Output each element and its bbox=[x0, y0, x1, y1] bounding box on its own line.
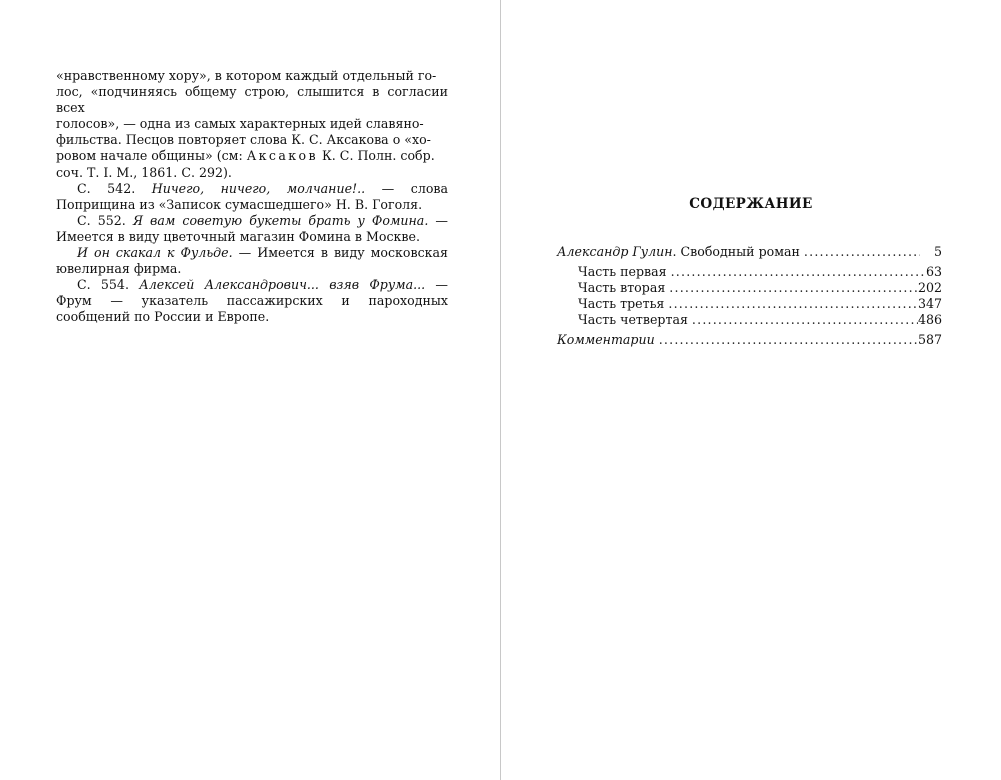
quote: Алексей Александрович... взяв Фрума... bbox=[139, 277, 426, 293]
explanation: — Фрум — указатель пассажирских и пароходных сообщений по России и Европе. bbox=[56, 277, 448, 325]
toc-label: Часть четвертая bbox=[578, 312, 688, 327]
text-line: лос, «подчиняясь общему строю, слышится в согласии всех bbox=[56, 84, 448, 116]
toc-label bbox=[557, 244, 800, 260]
toc-page-number: 5 bbox=[933, 244, 942, 259]
toc-title: СОДЕРЖАНИЕ bbox=[689, 196, 813, 212]
toc-entry-part-4[interactable] bbox=[557, 312, 942, 328]
table-of-contents bbox=[557, 244, 942, 348]
toc-page-number: 587 bbox=[917, 332, 942, 347]
text-line: соч. Т. I. М., 1861. С. 292). bbox=[56, 164, 232, 180]
commentary-text bbox=[56, 68, 448, 326]
commentary-paragraph-1 bbox=[56, 68, 448, 181]
page-ref: С. 542. bbox=[77, 180, 152, 196]
page-ref: С. 554. bbox=[77, 277, 140, 293]
dot-leader bbox=[688, 312, 918, 328]
toc-entry-part-3[interactable] bbox=[557, 296, 942, 312]
toc-label: Часть третья bbox=[578, 296, 665, 311]
toc-label: Комментарии bbox=[557, 332, 655, 347]
toc-label: Часть первая bbox=[578, 264, 667, 279]
toc-page-number: 63 bbox=[925, 264, 942, 279]
commentary-note-552 bbox=[56, 213, 448, 245]
text-line: фильства. Песцов повторяет слова К. С. Аксакова о «хо- bbox=[56, 132, 431, 148]
toc-page-number: 486 bbox=[917, 312, 942, 327]
left-page bbox=[0, 0, 500, 780]
toc-entry-commentary[interactable] bbox=[557, 332, 942, 348]
quote: Ничего, ничего, молчание!.. bbox=[151, 180, 366, 196]
dot-leader bbox=[665, 280, 918, 296]
author-name: Александр Гулин bbox=[557, 244, 673, 259]
dot-leader bbox=[667, 264, 926, 280]
commentary-note-554 bbox=[56, 277, 448, 325]
commentary-note-542 bbox=[56, 181, 448, 213]
text-line: ровом начале общины» (см: Аксаков К. С. Полн. собр. bbox=[56, 148, 435, 164]
page-ref: С. 552. bbox=[77, 212, 133, 228]
toc-entry-part-1[interactable] bbox=[557, 264, 942, 280]
explanation: — Имеется в виду цветочный магазин Фомина в Москве. bbox=[56, 212, 448, 244]
author-spaced: Аксаков bbox=[246, 148, 319, 164]
work-title: . Свободный роман bbox=[672, 244, 800, 259]
explanation: — Имеется в виду московская ювелирная фирма. bbox=[56, 245, 448, 277]
dot-leader bbox=[664, 296, 918, 312]
text-line: «нравственному хору», в котором каждый отдельный го- bbox=[56, 68, 437, 83]
toc-entry-part-2[interactable] bbox=[557, 280, 942, 296]
dot-leader bbox=[655, 332, 918, 348]
explanation: — слова Поприщина из «Записок сумасшедшего» Н. В. Гоголя. bbox=[56, 180, 449, 212]
toc-page-number: 347 bbox=[917, 296, 942, 311]
toc-label: Часть вторая bbox=[578, 280, 666, 295]
commentary-note-fulde bbox=[56, 245, 448, 277]
toc-page-number: 202 bbox=[917, 280, 942, 295]
right-page bbox=[501, 0, 1001, 780]
toc-entry-novel[interactable] bbox=[557, 244, 942, 260]
text-line: голосов», — одна из самых характерных идей славяно- bbox=[56, 116, 424, 132]
dot-leader bbox=[800, 244, 920, 260]
quote: И он скакал к Фульде. bbox=[77, 245, 233, 261]
quote: Я вам советую букеты брать у Фомина. bbox=[132, 212, 429, 228]
